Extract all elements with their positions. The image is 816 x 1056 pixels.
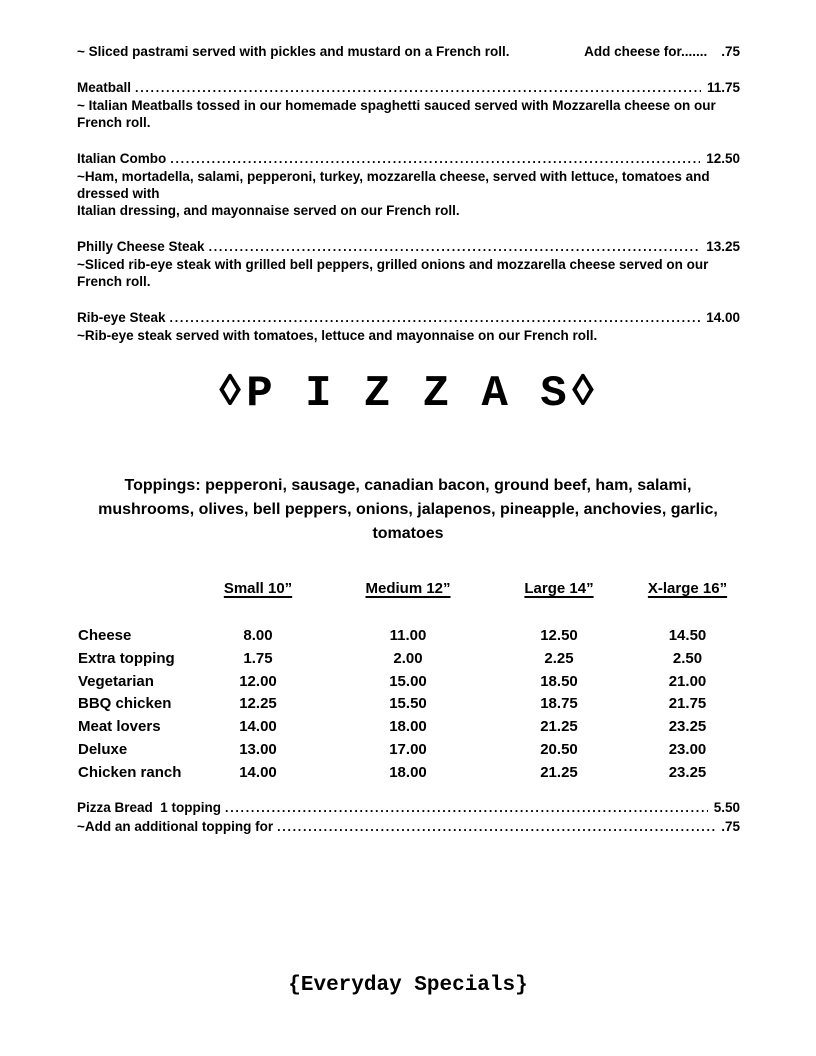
- add-cheese-label: Add cheese for.......: [584, 44, 708, 59]
- price-small: 13.00: [239, 740, 277, 758]
- price-xlarge: 21.00: [668, 672, 707, 690]
- menu-item-meatball: [77, 79, 740, 131]
- table-row-meat-lovers: [78, 716, 740, 739]
- price-large: 2.25: [544, 649, 574, 667]
- dot-leader: [170, 150, 700, 168]
- price-small: 14.00: [239, 718, 277, 736]
- item-name: Philly Cheese Steak: [77, 239, 205, 254]
- menu-item-additional-topping: [77, 818, 740, 837]
- pizza-name: Deluxe: [78, 740, 128, 758]
- price-large: 21.25: [540, 718, 578, 736]
- pizza-bread-section: [77, 799, 740, 837]
- menu-item-rib-eye-steak: [77, 309, 740, 344]
- toppings-line: mushrooms, olives, bell peppers, onions, jalapenos, pineapple, anchovies, garlic,: [98, 501, 718, 518]
- price-xlarge: 2.50: [672, 649, 703, 667]
- pizza-name: Vegetarian: [78, 672, 154, 690]
- item-description: ~ Italian Meatballs tossed in our homemade spaghetti sauced served with Mozzarella cheese on our French roll.: [77, 98, 716, 130]
- price-medium: 2.00: [393, 649, 423, 667]
- dot-leader: [170, 309, 701, 327]
- price-small: 12.00: [239, 672, 277, 690]
- price-large: 12.50: [540, 627, 578, 644]
- price-small: 14.00: [239, 763, 277, 781]
- pizza-price-table: [78, 580, 740, 785]
- price-medium: 17.00: [389, 740, 427, 758]
- toppings-list: [60, 474, 756, 546]
- item-price: 11.75: [706, 80, 740, 95]
- menu-item-intro: [77, 43, 740, 60]
- price-xlarge: 14.50: [668, 627, 707, 644]
- item-name: Rib-eye Steak: [77, 310, 166, 325]
- item-name: Italian Combo: [77, 151, 167, 166]
- toppings-line: tomatoes: [372, 525, 444, 542]
- pizza-name: Meat lovers: [78, 718, 161, 736]
- item-price: 14.00: [706, 310, 740, 325]
- price-large: 18.75: [540, 695, 578, 713]
- pizza-name: Chicken ranch: [78, 763, 182, 781]
- menu-item-philly-cheese-steak: [77, 238, 740, 290]
- column-header-large: Large 14”: [524, 580, 594, 597]
- pizzas-section-title: ◊P I Z Z A S◊: [216, 369, 600, 419]
- dot-leader: [277, 818, 715, 837]
- add-cheese-price: .75: [721, 44, 740, 59]
- table-row-extra-topping: [78, 648, 740, 671]
- price-large: 20.50: [540, 740, 578, 758]
- table-row-bbq-chicken: [78, 693, 740, 716]
- pizza-name: Extra topping: [78, 649, 175, 667]
- item-name: ~Add an additional topping for: [77, 819, 274, 834]
- sandwich-section: [77, 43, 740, 363]
- price-large: 21.25: [540, 763, 578, 781]
- price-small: 8.00: [243, 627, 273, 644]
- size-table-header: [78, 580, 740, 598]
- pizza-name: BBQ chicken: [78, 695, 172, 713]
- pizza-name: Cheese: [78, 627, 132, 644]
- item-description: ~Ham, mortadella, salami, pepperoni, turkey, mozzarella cheese, served with lettuce, tomatoes and dressed with: [77, 169, 710, 201]
- price-xlarge: 23.00: [668, 740, 707, 758]
- table-row-cheese: [78, 625, 740, 648]
- price-medium: 18.00: [389, 718, 427, 736]
- dot-leader: [209, 238, 701, 256]
- everyday-specials-heading: {Everyday Specials}: [288, 974, 528, 997]
- dot-leader: [225, 799, 708, 818]
- price-xlarge: 21.75: [668, 695, 707, 713]
- table-row-vegetarian: [78, 671, 740, 694]
- item-description: Italian dressing, and mayonnaise served on our French roll.: [77, 203, 460, 218]
- column-header-xlarge: X-large 16”: [647, 580, 728, 597]
- price-medium: 18.00: [389, 763, 427, 781]
- column-header-small: Small 10”: [223, 580, 293, 597]
- menu-item-italian-combo: [77, 150, 740, 219]
- menu-item-pizza-bread: [77, 799, 740, 818]
- price-medium: 11.00: [389, 627, 427, 644]
- item-description: ~Rib-eye steak served with tomatoes, lettuce and mayonnaise on our French roll.: [77, 328, 598, 343]
- item-price: .75: [721, 819, 740, 834]
- price-medium: 15.50: [389, 695, 427, 713]
- price-medium: 15.00: [389, 672, 427, 690]
- price-large: 18.50: [540, 672, 578, 690]
- item-price: 12.50: [706, 151, 740, 166]
- item-description: ~Sliced rib-eye steak with grilled bell peppers, grilled onions and mozzarella cheese served on our French roll.: [77, 257, 709, 289]
- table-row-chicken-ranch: [78, 762, 740, 785]
- item-name: Pizza Bread 1 topping: [77, 800, 222, 815]
- price-small: 12.25: [239, 695, 277, 713]
- column-header-medium: Medium 12”: [365, 580, 451, 597]
- item-description: ~ Sliced pastrami served with pickles and mustard on a French roll.: [77, 44, 510, 59]
- item-name: Meatball: [77, 80, 132, 95]
- toppings-line: Toppings: pepperoni, sausage, canadian bacon, ground beef, ham, salami,: [124, 477, 692, 494]
- add-cheese-note: [584, 43, 740, 60]
- item-price: 13.25: [706, 239, 740, 254]
- price-xlarge: 23.25: [668, 718, 707, 736]
- dot-leader: [135, 79, 701, 97]
- price-small: 1.75: [243, 649, 273, 667]
- price-xlarge: 23.25: [668, 763, 707, 781]
- item-price: 5.50: [713, 800, 740, 815]
- table-row-deluxe: [78, 739, 740, 762]
